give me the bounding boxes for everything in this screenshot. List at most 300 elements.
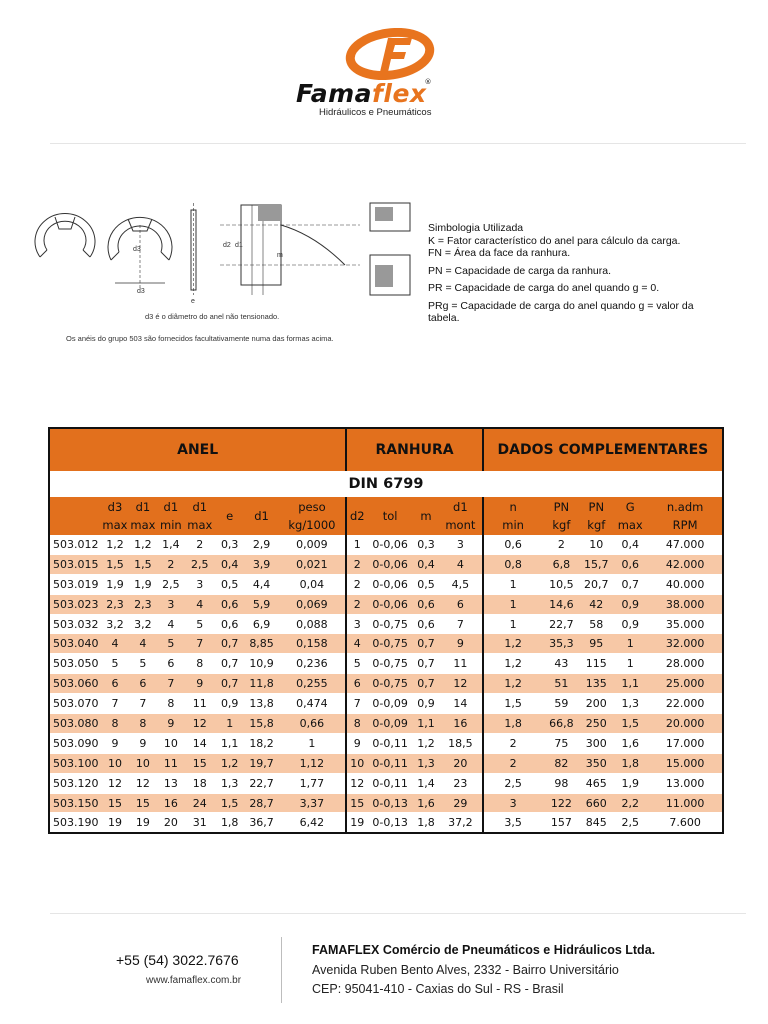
table-cell: 36,7 xyxy=(245,813,279,833)
table-cell: 1,5 xyxy=(129,554,157,574)
table-cell: 6 xyxy=(157,654,185,674)
table-cell: 3 xyxy=(157,594,185,614)
table-cell: 42 xyxy=(580,594,612,614)
drawing-caption-d3: d3 é o diâmetro do anel não tensionado. xyxy=(145,312,280,321)
table-cell: 0,5 xyxy=(413,574,439,594)
table-cell: 0,6 xyxy=(215,614,245,634)
column-header xyxy=(439,497,483,535)
table-cell: 2,5 xyxy=(157,574,185,594)
table-cell: 2,5 xyxy=(612,813,648,833)
table-cell: 6 xyxy=(439,594,483,614)
table-cell: 0,236 xyxy=(279,654,347,674)
part-code-cell: 503.015 xyxy=(49,554,101,574)
brand-tagline: Hidráulicos e Pneumáticos xyxy=(319,107,432,118)
table-row xyxy=(49,634,723,654)
table-cell: 660 xyxy=(580,793,612,813)
table-cell: 0,7 xyxy=(215,654,245,674)
table-cell: 0,9 xyxy=(612,614,648,634)
retaining-ring-drawing xyxy=(15,195,415,305)
table-cell: 6 xyxy=(129,674,157,694)
table-cell: 35.000 xyxy=(648,614,723,634)
table-cell: 22.000 xyxy=(648,694,723,714)
table-cell: 10 xyxy=(101,753,129,773)
table-cell: 2,9 xyxy=(245,535,279,554)
table-row xyxy=(49,594,723,614)
footer-address-city: CEP: 95041-410 - Caxias do Sul - RS - Brasil xyxy=(312,982,564,996)
table-cell: 12 xyxy=(439,674,483,694)
table-cell: 19 xyxy=(101,813,129,833)
table-cell: 2 xyxy=(483,733,543,753)
table-cell: 14 xyxy=(439,694,483,714)
footer-phone: +55 (54) 3022.7676 xyxy=(116,952,239,968)
part-code-cell: 503.040 xyxy=(49,634,101,654)
column-header-line2: RPM xyxy=(672,518,698,532)
column-header xyxy=(129,497,157,535)
part-code-cell: 503.100 xyxy=(49,753,101,773)
table-cell: 1,3 xyxy=(612,694,648,714)
table-cell: 0,7 xyxy=(215,674,245,694)
column-header-line2: kg/1000 xyxy=(288,518,336,532)
table-cell: 8 xyxy=(129,714,157,734)
table-cell: 1,2 xyxy=(483,674,543,694)
table-cell: 1,4 xyxy=(157,535,185,554)
famaflex-logo-icon xyxy=(342,28,438,80)
spec-table xyxy=(48,427,724,834)
drawing-label-d3b: d3 xyxy=(133,246,141,253)
table-cell: 15,8 xyxy=(245,714,279,734)
part-code-cell: 503.090 xyxy=(49,733,101,753)
table-cell: 0,6 xyxy=(612,554,648,574)
table-cell: 0-0,09 xyxy=(367,714,413,734)
table-cell: 5 xyxy=(346,654,367,674)
column-header xyxy=(542,497,580,535)
table-cell: 51 xyxy=(542,674,580,694)
table-cell: 1,8 xyxy=(413,813,439,833)
table-cell: 1,6 xyxy=(612,733,648,753)
table-cell: 2,5 xyxy=(483,773,543,793)
part-code-cell: 503.120 xyxy=(49,773,101,793)
table-cell: 15.000 xyxy=(648,753,723,773)
table-cell: 1 xyxy=(483,594,543,614)
table-cell: 3,9 xyxy=(245,554,279,574)
table-cell: 0-0,11 xyxy=(367,753,413,773)
table-cell: 20 xyxy=(439,753,483,773)
table-cell: 29 xyxy=(439,793,483,813)
part-code-cell: 503.070 xyxy=(49,694,101,714)
table-cell: 1,2 xyxy=(129,535,157,554)
table-cell: 2 xyxy=(346,554,367,574)
table-cell: 42.000 xyxy=(648,554,723,574)
table-cell: 3,2 xyxy=(129,614,157,634)
table-row xyxy=(49,654,723,674)
column-header xyxy=(367,497,413,535)
column-header-line1: d1 xyxy=(254,509,269,523)
table-cell: 13 xyxy=(157,773,185,793)
column-header-line1: e xyxy=(226,509,234,523)
table-cell: 22,7 xyxy=(245,773,279,793)
table-cell: 11 xyxy=(157,753,185,773)
column-header xyxy=(346,497,367,535)
table-cell: 0,6 xyxy=(483,535,543,554)
table-cell: 10 xyxy=(580,535,612,554)
table-row xyxy=(49,554,723,574)
table-cell: 1,2 xyxy=(413,733,439,753)
part-code-cell: 503.050 xyxy=(49,654,101,674)
table-row xyxy=(49,733,723,753)
table-cell: 5 xyxy=(129,654,157,674)
table-row xyxy=(49,535,723,554)
table-cell: 23 xyxy=(439,773,483,793)
table-cell: 7 xyxy=(129,694,157,714)
table-cell: 10 xyxy=(346,753,367,773)
symbology-pn: PN = Capacidade de carga da ranhura. xyxy=(428,264,611,277)
table-standard-row xyxy=(49,471,723,497)
table-cell: 15 xyxy=(185,753,215,773)
table-row xyxy=(49,614,723,634)
column-header-line1: PN xyxy=(588,500,605,514)
table-cell: 465 xyxy=(580,773,612,793)
table-cell: 17.000 xyxy=(648,733,723,753)
table-cell: 6 xyxy=(346,674,367,694)
table-row xyxy=(49,574,723,594)
part-code-cell: 503.060 xyxy=(49,674,101,694)
table-cell: 9 xyxy=(101,733,129,753)
table-cell: 0,4 xyxy=(215,554,245,574)
table-cell: 4 xyxy=(439,554,483,574)
table-cell: 14 xyxy=(185,733,215,753)
table-row xyxy=(49,714,723,734)
brand-name-part1: Fama xyxy=(296,79,372,108)
table-cell: 350 xyxy=(580,753,612,773)
column-header-line1: PN xyxy=(553,500,570,514)
symbology-legend xyxy=(428,222,728,325)
table-cell: 25.000 xyxy=(648,674,723,694)
table-cell: 19,7 xyxy=(245,753,279,773)
table-cell: 11,8 xyxy=(245,674,279,694)
table-cell: 82 xyxy=(542,753,580,773)
table-cell: 10,5 xyxy=(542,574,580,594)
footer-separator xyxy=(281,937,282,1003)
table-cell: 845 xyxy=(580,813,612,833)
symbology-prg: PRg = Capacidade de carga do anel quando g = valor da tabela. xyxy=(428,299,694,324)
table-cell: 1 xyxy=(612,654,648,674)
column-header xyxy=(49,497,101,535)
table-cell: 5 xyxy=(157,634,185,654)
table-cell: 4,5 xyxy=(439,574,483,594)
drawing-caption-group: Os anéis do grupo 503 são fornecidos facultativamente numa das formas acima. xyxy=(66,334,334,343)
table-cell: 8 xyxy=(101,714,129,734)
part-code-cell: 503.080 xyxy=(49,714,101,734)
table-cell: 0,5 xyxy=(215,574,245,594)
table-cell: 11.000 xyxy=(648,793,723,813)
table-cell: 0,7 xyxy=(612,574,648,594)
column-header-line1: m xyxy=(420,509,432,523)
table-cell: 0,4 xyxy=(413,554,439,574)
table-cell: 8 xyxy=(157,694,185,714)
symbology-k: K = Fator característico do anel para cálculo da carga. xyxy=(428,234,681,247)
table-cell: 12 xyxy=(129,773,157,793)
table-cell: 0,255 xyxy=(279,674,347,694)
table-cell: 0,7 xyxy=(413,634,439,654)
table-cell: 1,9 xyxy=(129,574,157,594)
table-cell: 0,7 xyxy=(215,634,245,654)
table-cell: 20,7 xyxy=(580,574,612,594)
table-cell: 9 xyxy=(185,674,215,694)
part-code-cell: 503.023 xyxy=(49,594,101,614)
table-cell: 0,9 xyxy=(612,594,648,614)
table-group-header xyxy=(49,428,723,471)
table-cell: 0,9 xyxy=(215,694,245,714)
table-cell: 4 xyxy=(101,634,129,654)
table-cell: 15 xyxy=(129,793,157,813)
table-cell: 0,6 xyxy=(413,614,439,634)
footer-address-street: Avenida Ruben Bento Alves, 2332 - Bairro Universitário xyxy=(312,963,619,977)
table-cell: 95 xyxy=(580,634,612,654)
table-cell: 1,2 xyxy=(483,634,543,654)
column-header-line1: G xyxy=(625,500,635,514)
group-ranhura: RANHURA xyxy=(346,428,482,471)
drawing-label-d1: d1 xyxy=(235,242,243,249)
table-cell: 47.000 xyxy=(648,535,723,554)
table-cell: 200 xyxy=(580,694,612,714)
table-cell: 18 xyxy=(185,773,215,793)
group-dados: DADOS COMPLEMENTARES xyxy=(483,428,723,471)
table-cell: 4 xyxy=(346,634,367,654)
table-cell: 0,8 xyxy=(483,554,543,574)
table-cell: 0,7 xyxy=(413,674,439,694)
table-cell: 2 xyxy=(346,594,367,614)
table-cell: 1,2 xyxy=(215,753,245,773)
drawing-label-d2: d2 xyxy=(223,242,231,249)
table-cell: 16 xyxy=(439,714,483,734)
table-cell: 1 xyxy=(612,634,648,654)
table-cell: 0-0,75 xyxy=(367,634,413,654)
table-cell: 24 xyxy=(185,793,215,813)
table-cell: 3 xyxy=(346,614,367,634)
table-cell: 13.000 xyxy=(648,773,723,793)
table-cell: 0-0,06 xyxy=(367,535,413,554)
table-column-header xyxy=(49,497,723,535)
standard-title: DIN 6799 xyxy=(49,471,723,497)
table-cell: 28.000 xyxy=(648,654,723,674)
table-cell: 1,8 xyxy=(215,813,245,833)
table-cell: 58 xyxy=(580,614,612,634)
table-cell: 300 xyxy=(580,733,612,753)
table-cell: 0-0,75 xyxy=(367,614,413,634)
symbology-fn: FN = Área da face da ranhura. xyxy=(428,247,571,259)
table-cell: 31 xyxy=(185,813,215,833)
table-cell: 0-0,75 xyxy=(367,654,413,674)
table-cell: 1,4 xyxy=(413,773,439,793)
table-row xyxy=(49,694,723,714)
registered-mark: ® xyxy=(424,78,433,86)
column-header-line1: tol xyxy=(382,509,398,523)
table-cell: 5 xyxy=(101,654,129,674)
column-header-line2: min xyxy=(502,518,524,532)
table-cell: 18,2 xyxy=(245,733,279,753)
table-cell: 0,4 xyxy=(612,535,648,554)
table-row xyxy=(49,773,723,793)
table-cell: 6,9 xyxy=(245,614,279,634)
table-cell: 1,12 xyxy=(279,753,347,773)
symbology-title: Simbologia Utilizada xyxy=(428,222,524,234)
table-cell: 250 xyxy=(580,714,612,734)
table-cell: 75 xyxy=(542,733,580,753)
din6799-table xyxy=(48,427,724,834)
column-header-line2: max xyxy=(130,518,156,532)
table-cell: 4 xyxy=(185,594,215,614)
column-header xyxy=(612,497,648,535)
column-header-line1: n xyxy=(509,500,517,514)
drawing-label-d3: d3 xyxy=(137,288,145,295)
column-header xyxy=(648,497,723,535)
table-cell: 15,7 xyxy=(580,554,612,574)
table-cell: 6,8 xyxy=(542,554,580,574)
table-cell: 1,2 xyxy=(483,654,543,674)
table-cell: 20 xyxy=(157,813,185,833)
table-cell: 9 xyxy=(439,634,483,654)
table-cell: 3 xyxy=(185,574,215,594)
column-header-line1: d2 xyxy=(349,509,365,523)
table-cell: 2,5 xyxy=(185,554,215,574)
column-header-line2: kgf xyxy=(552,518,571,532)
table-cell: 22,7 xyxy=(542,614,580,634)
column-header-line2: max xyxy=(102,518,128,532)
part-code-cell: 503.019 xyxy=(49,574,101,594)
table-cell: 0-0,11 xyxy=(367,773,413,793)
table-cell: 4 xyxy=(129,634,157,654)
table-cell: 0,04 xyxy=(279,574,347,594)
table-cell: 1,5 xyxy=(215,793,245,813)
table-cell: 5,9 xyxy=(245,594,279,614)
table-cell: 1,3 xyxy=(215,773,245,793)
table-cell: 0,021 xyxy=(279,554,347,574)
table-cell: 1 xyxy=(215,714,245,734)
drawing-label-e: e xyxy=(191,298,195,305)
table-cell: 59 xyxy=(542,694,580,714)
column-header xyxy=(215,497,245,535)
table-cell: 10 xyxy=(129,753,157,773)
table-cell: 1,9 xyxy=(101,574,129,594)
table-cell: 15 xyxy=(346,793,367,813)
table-cell: 9 xyxy=(129,733,157,753)
table-cell: 2,3 xyxy=(101,594,129,614)
table-cell: 7 xyxy=(439,614,483,634)
table-cell: 6 xyxy=(101,674,129,694)
table-cell: 66,8 xyxy=(542,714,580,734)
table-cell: 8,85 xyxy=(245,634,279,654)
table-cell: 1,6 xyxy=(413,793,439,813)
table-row xyxy=(49,793,723,813)
table-cell: 7.600 xyxy=(648,813,723,833)
table-cell: 32.000 xyxy=(648,634,723,654)
table-cell: 28,7 xyxy=(245,793,279,813)
column-header-line1: d3 xyxy=(107,500,123,514)
table-cell: 10 xyxy=(157,733,185,753)
table-cell: 0,009 xyxy=(279,535,347,554)
table-cell: 8 xyxy=(185,654,215,674)
part-code-cell: 503.012 xyxy=(49,535,101,554)
table-cell: 16 xyxy=(157,793,185,813)
table-cell: 0,069 xyxy=(279,594,347,614)
table-cell: 19 xyxy=(129,813,157,833)
drawing-label-m: m xyxy=(277,252,283,259)
table-cell: 0,3 xyxy=(215,535,245,554)
table-cell: 0-0,13 xyxy=(367,793,413,813)
column-header-line1: d1 xyxy=(135,500,151,514)
table-row xyxy=(49,674,723,694)
table-cell: 10,9 xyxy=(245,654,279,674)
column-header xyxy=(101,497,129,535)
table-cell: 0,66 xyxy=(279,714,347,734)
table-cell: 2 xyxy=(157,554,185,574)
table-cell: 1,1 xyxy=(612,674,648,694)
table-cell: 1,3 xyxy=(413,753,439,773)
column-header xyxy=(245,497,279,535)
table-cell: 3,2 xyxy=(101,614,129,634)
header-divider xyxy=(50,143,746,144)
table-cell: 98 xyxy=(542,773,580,793)
table-cell: 12 xyxy=(185,714,215,734)
table-cell: 0,158 xyxy=(279,634,347,654)
table-row xyxy=(49,813,723,833)
table-cell: 43 xyxy=(542,654,580,674)
table-cell: 37,2 xyxy=(439,813,483,833)
column-header xyxy=(580,497,612,535)
footer-website[interactable]: www.famaflex.com.br xyxy=(146,975,242,986)
table-cell: 9 xyxy=(157,714,185,734)
table-cell: 1 xyxy=(346,535,367,554)
column-header-line1: peso xyxy=(298,500,326,514)
table-cell: 1,5 xyxy=(483,694,543,714)
table-cell: 157 xyxy=(542,813,580,833)
table-cell: 0,7 xyxy=(413,654,439,674)
table-cell: 1,8 xyxy=(612,753,648,773)
table-cell: 12 xyxy=(346,773,367,793)
table-cell: 2 xyxy=(346,574,367,594)
table-cell: 0,088 xyxy=(279,614,347,634)
table-cell: 2,3 xyxy=(129,594,157,614)
column-header-line2: mont xyxy=(445,518,476,532)
table-cell: 14,6 xyxy=(542,594,580,614)
table-cell: 3 xyxy=(483,793,543,813)
part-code-cell: 503.150 xyxy=(49,793,101,813)
table-cell: 0-0,09 xyxy=(367,694,413,714)
table-cell: 115 xyxy=(580,654,612,674)
column-header-line2: max xyxy=(617,518,643,532)
table-cell: 0-0,11 xyxy=(367,733,413,753)
table-cell: 1,5 xyxy=(612,714,648,734)
table-cell: 0,6 xyxy=(215,594,245,614)
table-cell: 1,2 xyxy=(101,535,129,554)
table-cell: 7 xyxy=(346,694,367,714)
table-cell: 1 xyxy=(483,614,543,634)
column-header-line2: kgf xyxy=(587,518,606,532)
table-cell: 20.000 xyxy=(648,714,723,734)
column-header xyxy=(279,497,347,535)
table-cell: 11 xyxy=(439,654,483,674)
table-cell: 0,6 xyxy=(413,594,439,614)
table-cell: 2,2 xyxy=(612,793,648,813)
table-cell: 7 xyxy=(157,674,185,694)
table-cell: 35,3 xyxy=(542,634,580,654)
table-cell: 135 xyxy=(580,674,612,694)
table-cell: 1,8 xyxy=(483,714,543,734)
brand-name-part2: flex xyxy=(372,79,427,108)
part-code-cell: 503.032 xyxy=(49,614,101,634)
column-header xyxy=(483,497,543,535)
table-cell: 0,3 xyxy=(413,535,439,554)
